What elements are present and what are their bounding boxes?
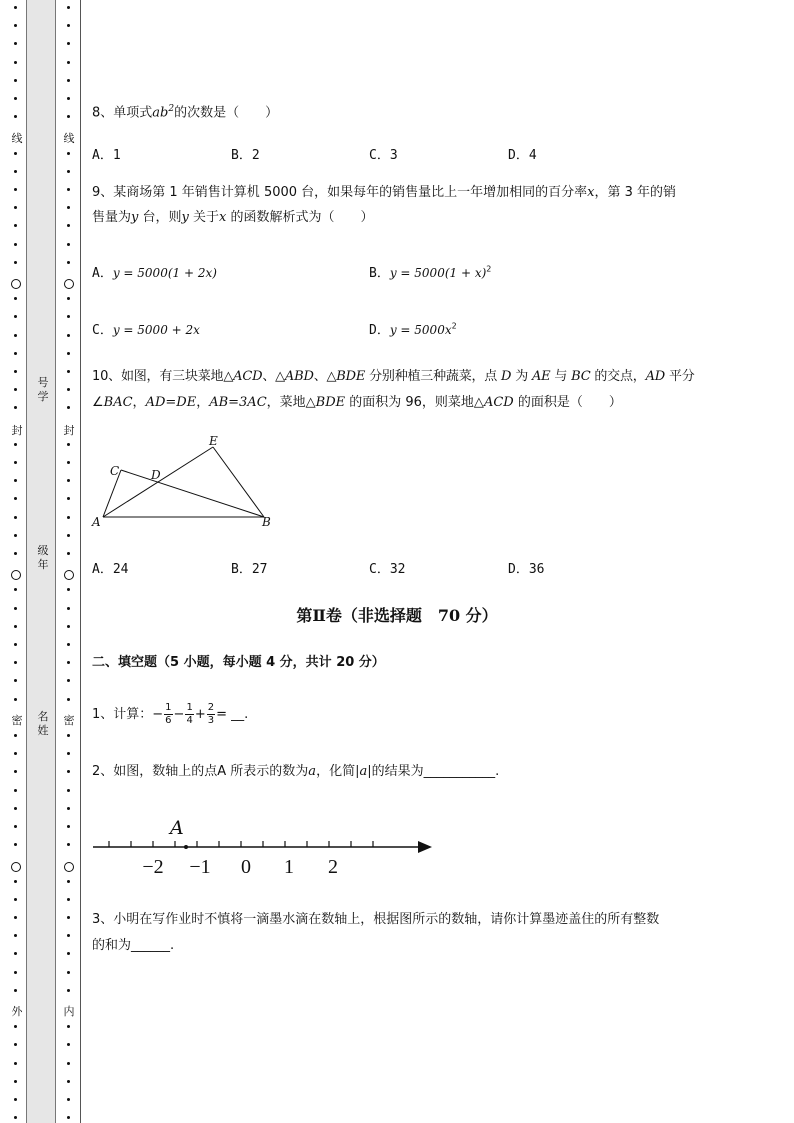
margin-dot — [67, 315, 70, 318]
segment-cb — [121, 470, 264, 517]
margin-dot — [14, 916, 17, 919]
margin-dot — [67, 734, 70, 737]
margin-dot — [67, 661, 70, 664]
margin-dot — [14, 406, 17, 409]
margin-dot — [14, 61, 17, 64]
margin-dot — [14, 297, 17, 300]
margin-dot — [14, 42, 17, 45]
point-a-label: A — [170, 817, 184, 839]
margin-circle — [64, 570, 74, 580]
margin-dot — [14, 1025, 17, 1028]
tick-label: 2 — [328, 856, 338, 878]
margin-circle — [11, 570, 21, 580]
margin-dot — [67, 934, 70, 937]
margin-dot — [14, 825, 17, 828]
margin-dot — [67, 752, 70, 755]
margin-dot — [67, 1080, 70, 1083]
fill-question-3-line1: 3、小明在写作业时不慎将一滴墨水滴在数轴上，根据图所示的数轴，请你计算墨迹盖住的所有整数 — [92, 912, 660, 927]
margin-dot — [67, 643, 70, 646]
fill-question-2: 2、如图，数轴上的点A 所表示的数为a，化简|a|的结果为___________. — [92, 764, 500, 779]
margin-dot — [14, 1080, 17, 1083]
margin-circle — [11, 279, 21, 289]
margin-dot — [67, 516, 70, 519]
fraction: $\frac{2}{3}$ — [207, 702, 215, 726]
margin-dot — [67, 588, 70, 591]
margin-dot — [14, 188, 17, 191]
vertex-c-label: C — [110, 464, 120, 478]
tick-label: 1 — [284, 856, 294, 878]
margin-dot — [14, 752, 17, 755]
margin-dot — [67, 6, 70, 9]
vertex-b-label: B — [262, 515, 271, 529]
margin-dot — [67, 206, 70, 209]
tick-label: −2 — [142, 856, 164, 878]
margin-dot — [67, 370, 70, 373]
segment-eb — [213, 447, 264, 517]
margin-dot — [67, 1025, 70, 1028]
margin-dot — [14, 698, 17, 701]
margin-dot — [67, 497, 70, 500]
margin-dot — [67, 989, 70, 992]
q9-option-d: D．$y = 5000x^2$ — [369, 321, 457, 338]
margin-dot — [14, 24, 17, 27]
margin-label-nei-right: 内 — [63, 1005, 75, 1018]
margin-dot — [67, 243, 70, 246]
margin-dot — [67, 297, 70, 300]
grade-field: 级 年 — [37, 544, 49, 571]
margin-dot — [14, 370, 17, 373]
q8-option-d: D．4 — [508, 148, 537, 163]
margin-dot — [14, 1043, 17, 1046]
margin-dot — [67, 97, 70, 100]
margin-dot — [14, 971, 17, 974]
margin-dot — [14, 661, 17, 664]
margin-dot — [67, 789, 70, 792]
margin-dot — [67, 261, 70, 264]
margin-dot — [67, 1098, 70, 1101]
margin-dot — [14, 952, 17, 955]
vertex-e-label: E — [209, 434, 218, 448]
margin-dot — [67, 534, 70, 537]
left-dot-column — [12, 0, 20, 1123]
fill-question-1: 1、计算：− $\frac{1}{6}$ − $\frac{1}{4}$ + $\frac{2}{3}$ = __. — [92, 702, 249, 726]
section-2-heading: 二、填空题（5 小题，每小题 4 分，共计 20 分） — [92, 655, 385, 670]
margin-dot — [67, 42, 70, 45]
margin-dot — [14, 388, 17, 391]
margin-label-feng-right: 封 — [63, 424, 75, 437]
margin-circle — [11, 862, 21, 872]
margin-dot — [67, 115, 70, 118]
margin-dot — [67, 843, 70, 846]
margin-dot — [67, 388, 70, 391]
margin-rule — [80, 0, 81, 1123]
point-d-label: D — [151, 468, 161, 482]
margin-dot — [14, 934, 17, 937]
margin-label-xian-right: 线 — [63, 132, 75, 145]
margin-dot — [14, 97, 17, 100]
margin-dot — [67, 170, 70, 173]
margin-circle — [64, 279, 74, 289]
margin-dot — [67, 770, 70, 773]
margin-label-xian-left: 线 — [11, 132, 23, 145]
question-9-line1: 9、某商场第 1 年销售计算机 5000 台，如果每年的销售量比上一年增加相同的百分率x，第 3 年的销 — [92, 185, 677, 200]
right-dot-column — [65, 0, 73, 1123]
q8-option-b: B．2 — [231, 148, 260, 163]
question-9-line2: 售量为y 台，则y 关于x 的函数解析式为（ ） — [92, 210, 374, 225]
margin-dot — [14, 206, 17, 209]
point-a-marker — [184, 845, 188, 849]
margin-circle — [64, 862, 74, 872]
margin-dot — [67, 479, 70, 482]
fraction: $\frac{1}{4}$ — [186, 702, 193, 726]
margin-dot — [67, 224, 70, 227]
margin-dot — [67, 825, 70, 828]
margin-dot — [14, 497, 17, 500]
margin-dot — [14, 552, 17, 555]
part-2-title: 第Ⅱ卷（非选择题 70 分） — [296, 606, 498, 625]
q9-option-b: B．$y = 5000(1 + x)^2$ — [369, 264, 492, 281]
margin-dot — [14, 643, 17, 646]
q8-option-a: A．1 — [92, 148, 121, 163]
margin-dot — [67, 443, 70, 446]
margin-dot — [67, 1062, 70, 1065]
margin-dot — [14, 79, 17, 82]
margin-dot — [14, 898, 17, 901]
margin-dot — [14, 588, 17, 591]
margin-dot — [67, 679, 70, 682]
question-10-line1: 10、如图，有三块菜地△ACD、△ABD、△BDE 分别种植三种蔬菜，点 D 为 AE 与 BC 的交点，AD 平分 — [92, 369, 695, 384]
margin-dot — [67, 880, 70, 883]
margin-dot — [14, 1116, 17, 1119]
margin-dot — [14, 807, 17, 810]
margin-label-mi-right: 密 — [63, 714, 75, 727]
margin-dot — [14, 880, 17, 883]
student-id-field: 号 学 — [37, 376, 49, 403]
q10-option-a: A．24 — [92, 562, 129, 577]
question-10-line2: ∠BAC，AD=DE，AB=3AC，菜地△BDE 的面积为 96，则菜地△ACD 的面积是（ ） — [92, 395, 622, 410]
margin-dot — [67, 188, 70, 191]
margin-dot — [14, 843, 17, 846]
margin-dot — [14, 770, 17, 773]
margin-dot — [14, 516, 17, 519]
margin-dot — [14, 170, 17, 173]
margin-dot — [14, 243, 17, 246]
margin-dot — [67, 334, 70, 337]
margin-dot — [14, 6, 17, 9]
margin-dot — [67, 916, 70, 919]
margin-dot — [14, 534, 17, 537]
margin-dot — [67, 1043, 70, 1046]
margin-dot — [67, 1116, 70, 1119]
margin-dot — [14, 115, 17, 118]
margin-dot — [14, 789, 17, 792]
question-8: 8、单项式$ab^2$的次数是（ ） — [92, 104, 279, 121]
margin-dot — [14, 315, 17, 318]
margin-dot — [67, 952, 70, 955]
q9-option-a: A．y = 5000(1 + 2x) — [92, 266, 217, 281]
margin-dot — [14, 261, 17, 264]
margin-dot — [67, 24, 70, 27]
q10-option-d: D．36 — [508, 562, 545, 577]
number-line-figure — [88, 812, 438, 882]
margin-dot — [14, 352, 17, 355]
margin-dot — [14, 1062, 17, 1065]
margin-dot — [67, 698, 70, 701]
margin-dot — [14, 679, 17, 682]
tick-label: 0 — [241, 856, 251, 878]
margin-dot — [67, 807, 70, 810]
margin-dot — [14, 1098, 17, 1101]
triangle-figure — [88, 430, 288, 534]
name-field: 名 姓 — [37, 710, 49, 737]
fraction: $\frac{1}{6}$ — [165, 702, 172, 726]
margin-dot — [67, 61, 70, 64]
margin-dot — [67, 406, 70, 409]
margin-dot — [67, 552, 70, 555]
margin-dot — [14, 479, 17, 482]
margin-dot — [67, 898, 70, 901]
margin-dot — [14, 152, 17, 155]
q10-option-b: B．27 — [231, 562, 268, 577]
margin-label-wai-left: 外 — [11, 1005, 23, 1018]
margin-dot — [67, 152, 70, 155]
margin-dot — [67, 352, 70, 355]
margin-dot — [14, 734, 17, 737]
vertex-a-label: A — [92, 515, 101, 529]
arrow-icon — [418, 841, 432, 853]
margin-dot — [14, 443, 17, 446]
tick-label: −1 — [189, 856, 211, 878]
q8-option-c: C．3 — [369, 148, 398, 163]
q10-option-c: C．32 — [369, 562, 406, 577]
margin-dot — [14, 224, 17, 227]
margin-dot — [67, 461, 70, 464]
margin-dot — [14, 334, 17, 337]
fill-question-3-line2: 的和为______. — [92, 938, 175, 953]
margin-dot — [67, 971, 70, 974]
margin-dot — [14, 989, 17, 992]
margin-dot — [67, 79, 70, 82]
margin-label-feng-left: 封 — [11, 424, 23, 437]
q9-option-c: C．y = 5000 + 2x — [92, 323, 200, 338]
margin-label-mi-left: 密 — [11, 714, 23, 727]
margin-dot — [14, 461, 17, 464]
